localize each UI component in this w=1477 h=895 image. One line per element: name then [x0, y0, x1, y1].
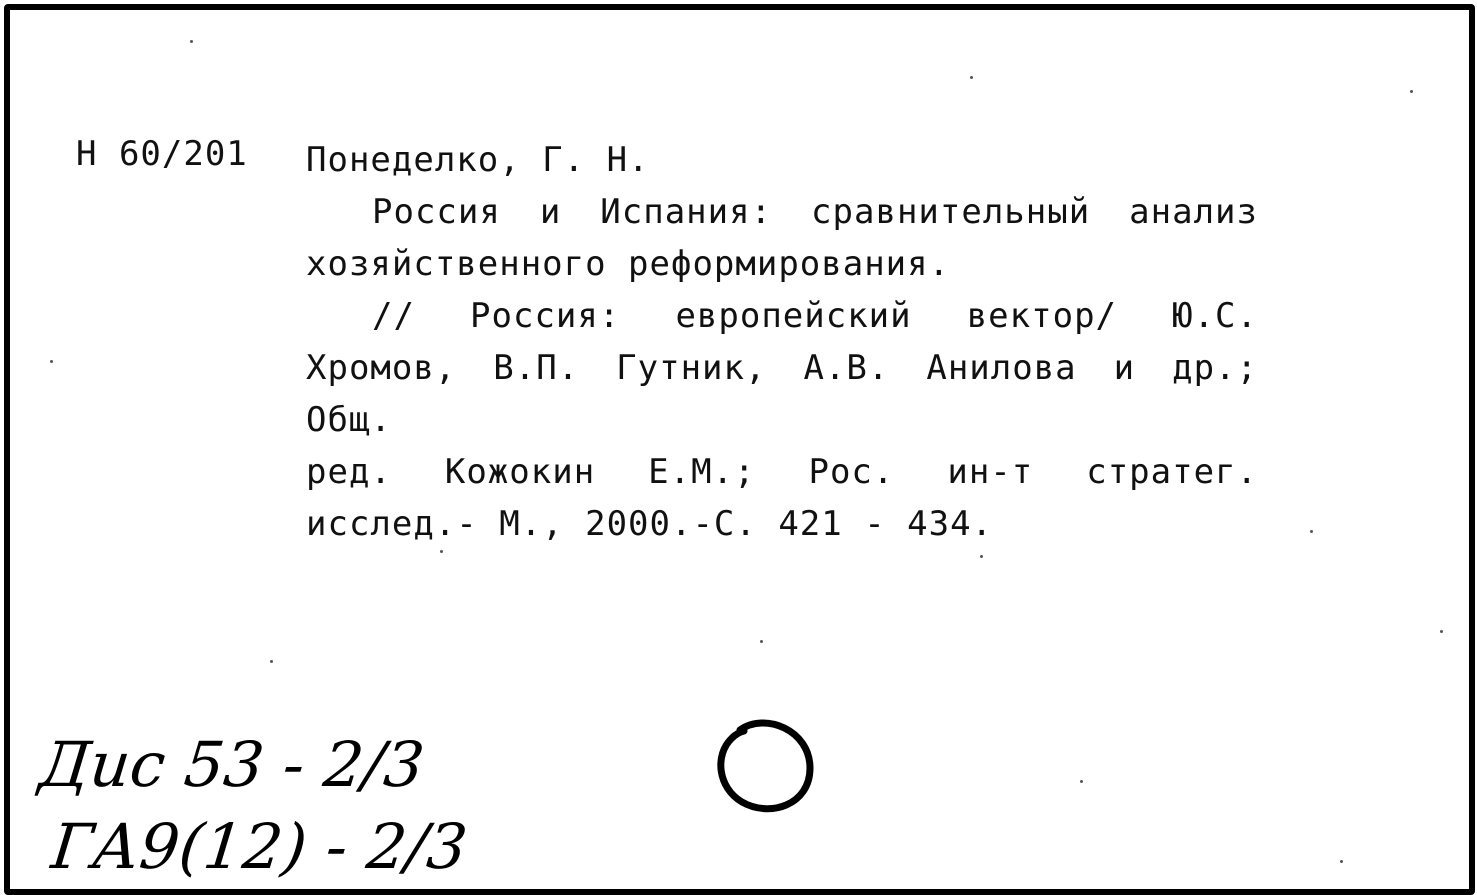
catalog-card: [4, 4, 1475, 895]
speck: [970, 76, 973, 79]
speck: [1080, 780, 1083, 783]
source-line-4: исслед.- М., 2000.-С. 421 - 434.: [306, 504, 994, 544]
source-line-1: // Россия: европейский вектор/ Ю.С.: [372, 296, 1258, 336]
speck: [1410, 90, 1413, 93]
source-line-2: Хромов, В.П. Гутник, А.В. Анилова и др.; Общ.: [306, 348, 1258, 440]
speck: [1440, 630, 1443, 633]
source-line-3: ред. Кожокин Е.М.; Рос. ин-т стратег.: [306, 452, 1258, 492]
title-line-1: Россия и Испания: сравнительный анализ: [372, 192, 1258, 232]
title-line-2: хозяйственного реформирования.: [306, 244, 951, 284]
speck: [1310, 530, 1313, 533]
speck: [190, 40, 193, 43]
handwritten-note-1: Дис 53 - 2/3: [36, 728, 428, 801]
punch-hole-icon: [710, 710, 820, 820]
speck: [1340, 860, 1343, 863]
speck: [760, 640, 763, 643]
speck: [980, 555, 983, 558]
author-line: Понеделко, Г. Н.: [306, 140, 650, 180]
bibliographic-entry: [306, 134, 1258, 550]
speck: [270, 660, 273, 663]
handwritten-note-2: ГА9(12) - 2/3: [48, 810, 471, 883]
shelfmark: Н 60/201: [76, 134, 248, 174]
speck: [440, 550, 443, 553]
speck: [50, 360, 53, 363]
